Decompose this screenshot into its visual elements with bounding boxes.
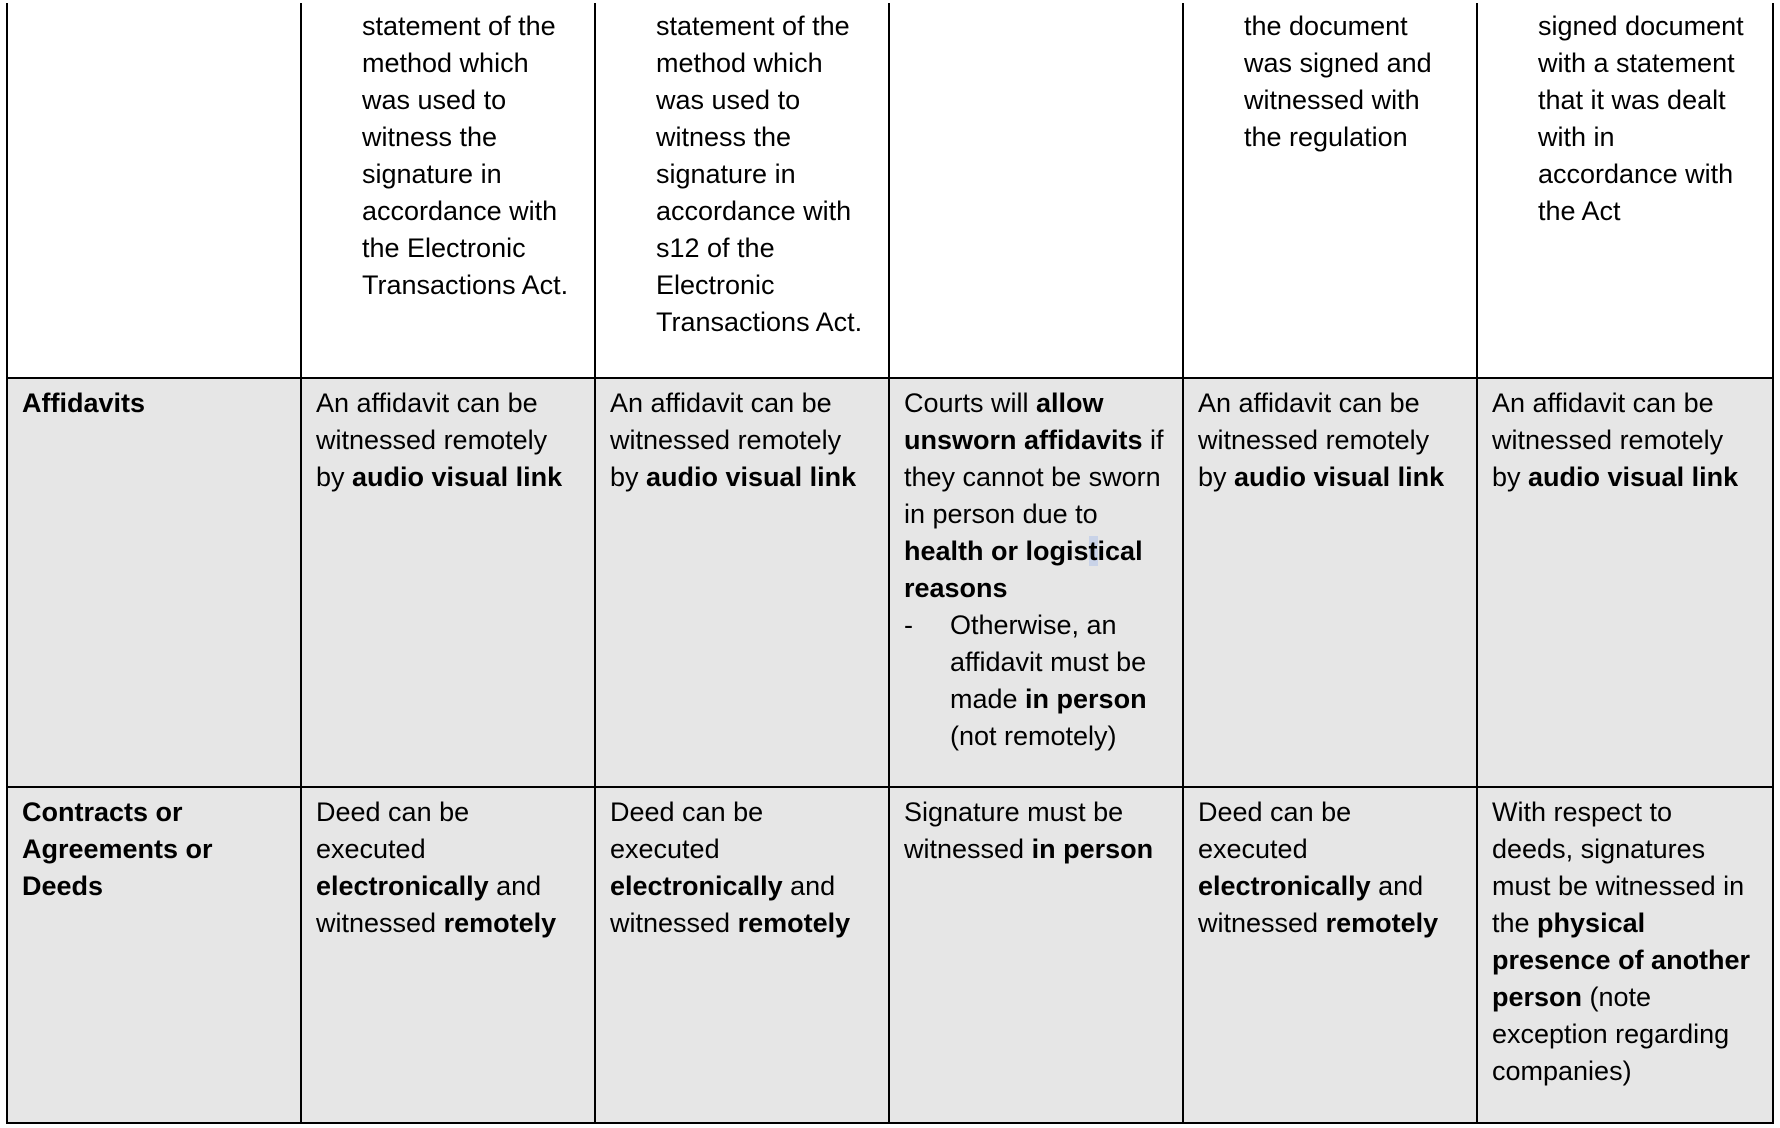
- cell-bold-text: electronically: [610, 871, 783, 901]
- table-cell: [889, 787, 1183, 1123]
- table-cell: [1183, 3, 1477, 378]
- table-cell: [1477, 378, 1773, 787]
- cell-bold-text: audio visual link: [1528, 462, 1739, 492]
- cell-text: statement of the method which was used to witness the signature in accordance with the Electronic Transactions Act.: [362, 11, 569, 300]
- cell-text: and witnessed: [316, 871, 542, 938]
- cell-paragraph: [904, 385, 1168, 607]
- cell-bold-text: electronically: [316, 871, 489, 901]
- cell-text: the document was signed and witnessed with the regulation: [1244, 11, 1432, 152]
- table-cell: [301, 378, 595, 787]
- cell-bold-text: remotely: [443, 908, 557, 938]
- cell-bold-text: audio visual link: [352, 462, 563, 492]
- cell-text: statement of the method which was used to witness the signature in accordance with s12 of the Electronic Transactions Act.: [656, 11, 863, 337]
- cell-bold-text: in person: [1031, 834, 1154, 864]
- text-cursor-highlight: t: [1088, 536, 1098, 566]
- table-cell: [595, 378, 889, 787]
- row-label-cell: [7, 787, 301, 1123]
- cell-text: An affidavit can be witnessed remotely by: [610, 388, 842, 492]
- cell-text: and witnessed: [1198, 871, 1424, 938]
- table-row: [7, 787, 1773, 1123]
- cell-text: Courts will: [904, 388, 1037, 418]
- cell-text: (not remotely): [950, 721, 1117, 751]
- cell-text: signed document with a statement that it was dealt with in accordance with the Act: [1538, 11, 1744, 226]
- cell-bold-text: health or logis: [904, 536, 1089, 566]
- table-cell: [1477, 787, 1773, 1123]
- cell-bold-text: in person: [1025, 684, 1147, 714]
- cell-text: An affidavit can be witnessed remotely by: [1198, 388, 1430, 492]
- table-cell: [1183, 378, 1477, 787]
- table-row: [7, 3, 1773, 378]
- row-label: Contracts or Agreements or Deeds: [22, 797, 213, 901]
- table-cell: [595, 3, 889, 378]
- cell-text: An affidavit can be witnessed remotely by: [1492, 388, 1724, 492]
- list-item-text: [950, 607, 1168, 755]
- row-label: Affidavits: [22, 388, 146, 418]
- cell-bold-text: remotely: [737, 908, 851, 938]
- table-cell: [595, 787, 889, 1123]
- table-cell: [301, 787, 595, 1123]
- cell-bold-text: physical presence of another person: [1492, 908, 1751, 1012]
- cell-bold-text: audio visual link: [646, 462, 857, 492]
- cell-text: (note exception regarding companies): [1492, 982, 1730, 1086]
- cell-text: Deed can be executed: [1198, 797, 1352, 864]
- cell-text: if they cannot be sworn in person due to: [904, 425, 1164, 529]
- cell-bold-text: remotely: [1325, 908, 1439, 938]
- table-cell: [889, 3, 1183, 378]
- table-cell-empty: [7, 3, 301, 378]
- table-cell: [301, 3, 595, 378]
- cell-text: With respect to deeds, signatures must be witnessed in the: [1492, 797, 1745, 938]
- cell-bold-text: allow unsworn affidavits: [904, 388, 1143, 455]
- witnessing-requirements-table: [6, 3, 1774, 1124]
- dash-bullet: -: [904, 610, 913, 640]
- cell-text: An affidavit can be witnessed remotely by: [316, 388, 548, 492]
- table-cell: [1477, 3, 1773, 378]
- cell-bold-text: ical reasons: [904, 536, 1143, 603]
- cell-bold-text: audio visual link: [1234, 462, 1445, 492]
- cell-text: Deed can be executed: [610, 797, 764, 864]
- cell-bold-text: electronically: [1198, 871, 1371, 901]
- cell-text: Deed can be executed: [316, 797, 470, 864]
- cell-text: and witnessed: [610, 871, 836, 938]
- table-row: [7, 378, 1773, 787]
- table-cell: [1183, 787, 1477, 1123]
- dash-list-item: [904, 607, 1168, 755]
- row-label-cell: [7, 378, 301, 787]
- table-cell: [889, 378, 1183, 787]
- cell-text: Otherwise, an affidavit must be made: [950, 610, 1147, 714]
- cell-text: Signature must be witnessed: [904, 797, 1124, 864]
